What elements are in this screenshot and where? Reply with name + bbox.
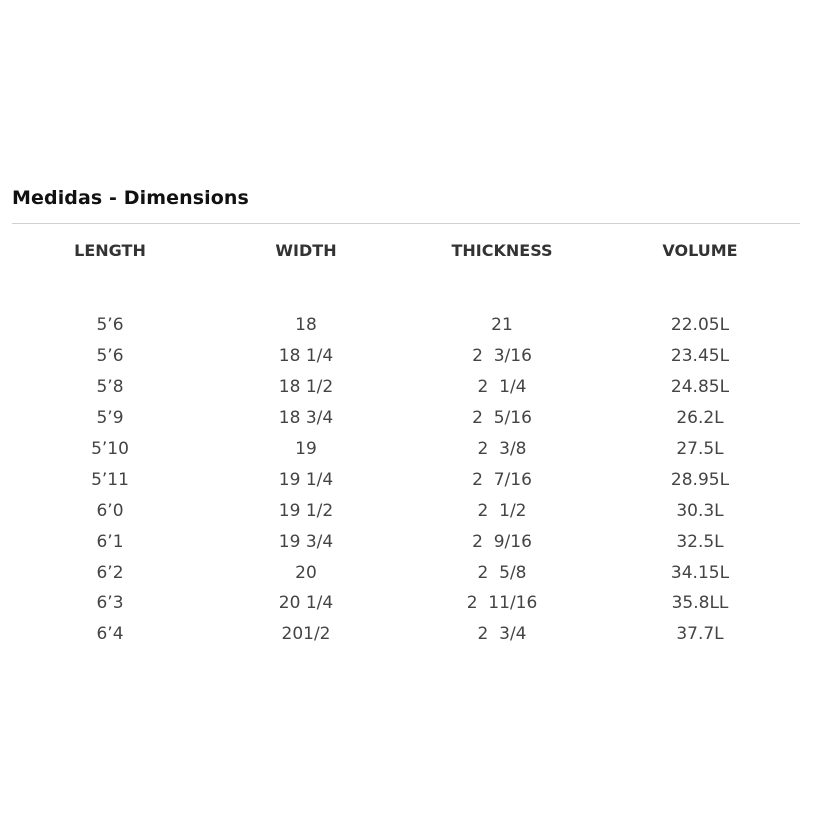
table-row (12, 310, 800, 341)
volume-cell: 24.85L (670, 377, 730, 398)
volume-cell: 23.45L (670, 346, 730, 367)
volume-cell: 34.15L (670, 562, 730, 583)
length-cell: 5’6 (96, 315, 124, 336)
thickness-cell: 21 (491, 315, 513, 336)
table-row (12, 588, 800, 619)
thickness-cell: 2 5/8 (477, 562, 527, 583)
width-cell: 20 (295, 562, 317, 583)
table-body (12, 264, 800, 650)
length-cell: 6’0 (96, 500, 124, 521)
table-row (12, 557, 800, 588)
volume-cell: 37.7L (676, 624, 724, 645)
volume-cell: 30.3L (676, 500, 724, 521)
length-cell: 5’8 (96, 377, 124, 398)
width-cell: 18 3/4 (278, 408, 334, 429)
length-cell: 5’9 (96, 408, 124, 429)
length-cell: 5’10 (91, 439, 129, 459)
volume-cell: 22.05L (670, 315, 730, 336)
length-cell: 5’6 (96, 346, 124, 367)
volume-cell: 27.5L (676, 439, 724, 459)
length-cell: 6’1 (96, 531, 124, 552)
thickness-cell: 2 3/4 (477, 624, 527, 645)
header-volume: VOLUME (662, 241, 738, 260)
width-cell: 18 1/4 (278, 346, 334, 367)
thickness-cell: 2 9/16 (472, 531, 532, 552)
volume-cell: 28.95L (670, 469, 730, 490)
width-cell: 19 (295, 439, 317, 459)
table-row (12, 495, 800, 526)
table-row (12, 341, 800, 372)
thickness-cell: 2 1/2 (477, 500, 527, 521)
section-title: Medidas - Dimensions (12, 187, 249, 209)
spacer-cell (12, 264, 800, 310)
header-thickness: THICKNESS (451, 241, 553, 260)
width-cell: 18 1/2 (278, 377, 334, 398)
table-row (12, 464, 800, 495)
volume-cell: 26.2L (676, 408, 724, 429)
thickness-cell: 2 3/8 (477, 439, 527, 459)
table-row (12, 526, 800, 557)
width-cell: 19 3/4 (278, 531, 334, 552)
thickness-cell: 2 1/4 (477, 377, 527, 398)
thickness-cell: 2 7/16 (472, 469, 532, 490)
length-cell: 6’2 (96, 562, 124, 583)
dimensions-table (12, 224, 800, 650)
thickness-cell: 2 5/16 (472, 408, 532, 429)
length-cell: 5’11 (91, 469, 129, 490)
volume-cell: 35.8LL (671, 593, 729, 614)
header-length: LENGTH (74, 241, 146, 260)
spacer-row (12, 264, 800, 310)
thickness-cell: 2 11/16 (466, 593, 538, 614)
width-cell: 20 1/4 (278, 593, 334, 614)
header-width: WIDTH (275, 241, 337, 260)
table-row (12, 403, 800, 434)
length-cell: 6’3 (96, 593, 124, 614)
table-header-row (12, 224, 800, 264)
table-row (12, 434, 800, 465)
length-cell: 6’4 (96, 624, 124, 645)
volume-cell: 32.5L (676, 531, 724, 552)
table-row (12, 619, 800, 650)
thickness-cell: 2 3/16 (472, 346, 532, 367)
width-cell: 18 (295, 315, 317, 336)
width-cell: 19 1/4 (278, 469, 334, 490)
table-row (12, 372, 800, 403)
width-cell: 201/2 (281, 624, 331, 645)
width-cell: 19 1/2 (278, 500, 334, 521)
dimensions-section (12, 184, 800, 650)
